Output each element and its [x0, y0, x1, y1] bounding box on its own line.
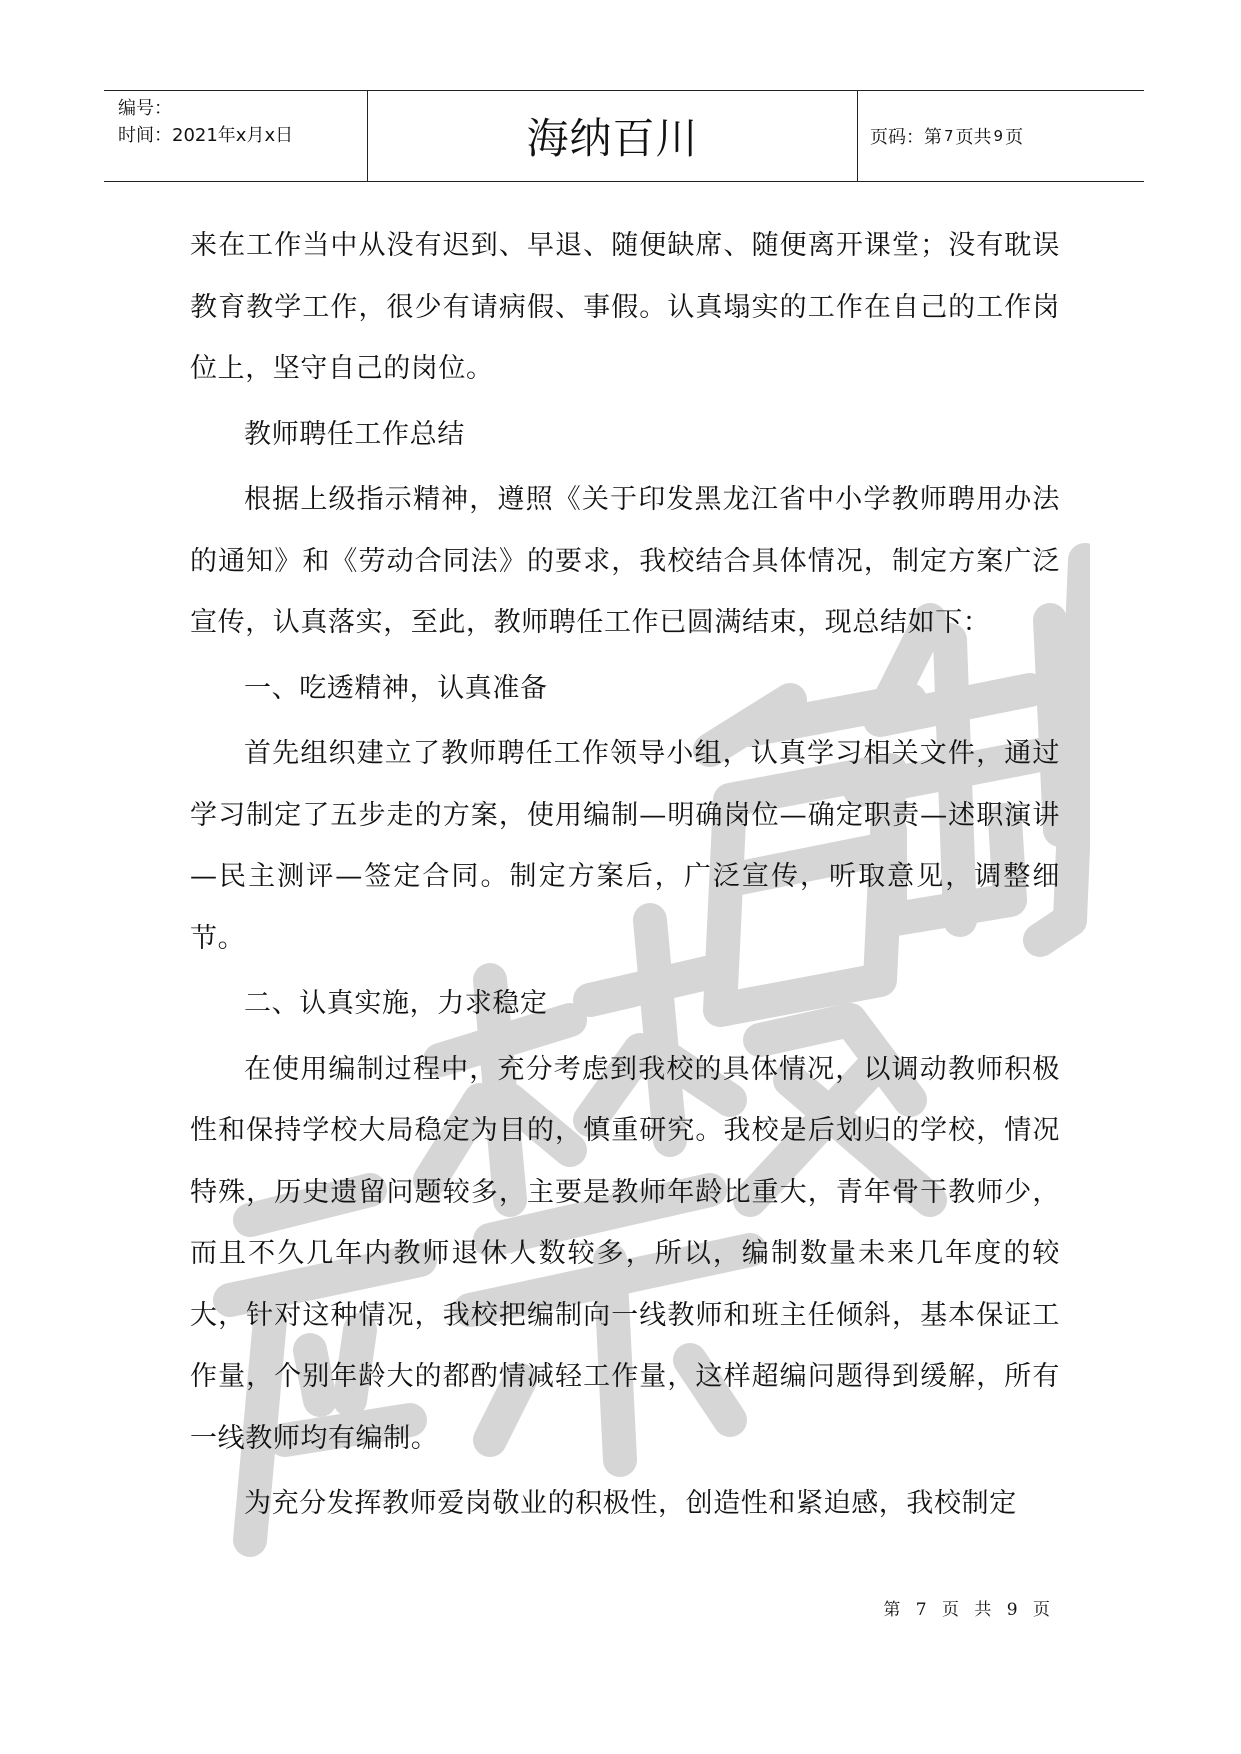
section-heading: 教师聘任工作总结 — [244, 418, 465, 450]
paragraph: 根据上级指示精神，遵照《关于印发黑龙江省中小学教师聘用办法的通知》和《劳动合同法》的要求，我校结合具体情况，制定方案广泛宣传，认真落实，至此，教师聘任工作已圆满结束，现总结如下： — [190, 484, 1060, 638]
page-suffix: 页 — [1005, 127, 1024, 148]
page-total: 9 — [993, 127, 1004, 145]
paragraph: 来在工作当中从没有迟到、早退、随便缺席、随便离开课堂；没有耽误教育教学工作，很少有请病假、事假。认真塌实的工作在自己的工作岗位上，坚守自己的岗位。 — [190, 230, 1060, 384]
page-footer: 第 7 页 共 9 页 — [883, 1600, 1055, 1620]
page-middle: 页共 — [955, 127, 992, 148]
section-heading: 一、吃透精神，认真准备 — [244, 672, 548, 704]
page-prefix: 页码：第 — [870, 127, 942, 148]
document-time: 时间：2021年x月x日 — [118, 125, 294, 146]
document-body — [190, 215, 1060, 1539]
paragraph: 在使用编制过程中，充分考虑到我校的具体情况，以调动教师积极性和保持学校大局稳定为目的，慎重研究。我校是后划归的学校，情况特殊，历史遗留问题较多，主要是教师年龄比重大，青年骨干教师少，而且不久几年内教师退休人数较多，所以，编制数量未来几年度的较大，针对这种情况，我校把编制向一线教师和班主任倾斜，基本保证工作量，个别年龄大的都酌情减轻工作量，这样超编问题得到缓解，所有一线教师均有编制。 — [190, 1053, 1060, 1454]
header-title: 海纳百川 — [368, 91, 858, 181]
document-number-label: 编号： — [118, 98, 172, 119]
page-current: 7 — [944, 127, 954, 145]
header-meta — [104, 91, 368, 181]
paragraph: 为充分发挥教师爱岗敬业的积极性，创造性和紧迫感，我校制定 — [244, 1488, 1017, 1519]
document-header — [104, 90, 1144, 182]
section-heading: 二、认真实施，力求稳定 — [244, 988, 548, 1019]
header-page-info — [858, 91, 1144, 181]
paragraph: 首先组织建立了教师聘任工作领导小组，认真学习相关文件，通过学习制定了五步走的方案，使用编制—明确岗位—确定职责—述职演讲—民主测评—签定合同。制定方案后，广泛宣传，听取意见，调整细节。 — [190, 738, 1060, 954]
